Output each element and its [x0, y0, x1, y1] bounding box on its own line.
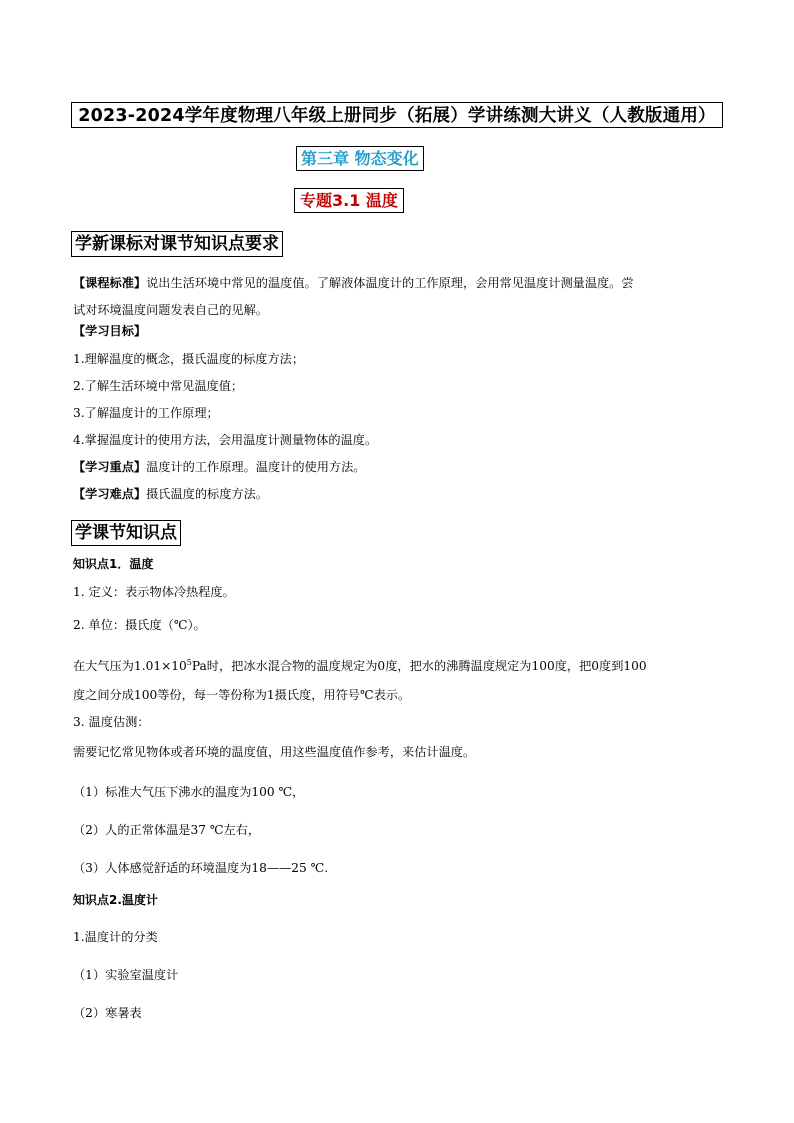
kp1-paragraph-line-1: [73, 655, 647, 674]
learning-difficulty-text: 摄氏温度的标度方法。: [146, 487, 268, 501]
kp2-item: （2）寒暑表: [73, 1006, 142, 1020]
kp1-para-text-b: Pa时，把冰水混合物的温度规定为0度，把水的沸腾温度规定为100度，把0度到100: [191, 659, 647, 674]
topic-title: 专题3.1 温度: [294, 188, 404, 213]
kp1-para-superscript: 5: [186, 658, 192, 667]
section-heading-standards: 学新课标对课节知识点要求: [71, 231, 283, 257]
learning-goal-item: 4.掌握温度计的使用方法，会用温度计测量物体的温度。: [73, 433, 378, 447]
kp1-paragraph-line-2: 度之间分成100等份，每一等份称为1摄氏度，用符号℃表示。: [73, 688, 411, 702]
learning-goal-item: 1.理解温度的概念，摄氏温度的标度方法；: [73, 352, 305, 366]
learning-focus-text: 温度计的工作原理。温度计的使用方法。: [146, 460, 366, 474]
kp1-estimate-item: （2）人的正常体温是37 ℃左右，: [73, 823, 261, 837]
learning-focus-label: 【学习重点】: [73, 460, 147, 474]
knowledge-point-1-title: 知识点1．温度: [73, 557, 154, 571]
kp1-definition: 1. 定义：表示物体冷热程度。: [73, 585, 235, 599]
course-standard-text: 说出生活环境中常见的温度值。了解液体温度计的工作原理，会用常见温度计测量温度。尝: [146, 276, 634, 290]
learning-difficulty-label: 【学习难点】: [73, 487, 147, 501]
chapter-title: 第三章 物态变化: [296, 146, 424, 171]
learning-difficulty: [73, 486, 268, 502]
learning-goal-item: 2.了解生活环境中常见温度值；: [73, 379, 244, 393]
kp2-classification: 1.温度计的分类: [73, 930, 158, 944]
learning-goal-item: 3.了解温度计的工作原理；: [73, 406, 219, 420]
section-heading-knowledge: 学课节知识点: [71, 520, 181, 546]
knowledge-point-2-title: 知识点2.温度计: [73, 893, 158, 907]
learning-focus: [73, 459, 366, 475]
document-title: 2023-2024学年度物理八年级上册同步（拓展）学讲练测大讲义（人教版通用）: [71, 102, 723, 128]
kp1-estimate-heading: 3. 温度估测：: [73, 715, 150, 729]
kp1-estimate-text: 需要记忆常见物体或者环境的温度值，用这些温度值作参考，来估计温度。: [73, 745, 476, 759]
kp1-para-text-a: 在大气压为1.01×10: [73, 659, 187, 674]
kp1-unit: 2. 单位：摄氏度（℃）。: [73, 618, 206, 632]
learning-goals-label: 【学习目标】: [73, 324, 147, 338]
course-standard-label: 【课程标准】: [73, 276, 147, 290]
kp1-estimate-item: （1）标准大气压下沸水的温度为100 ℃，: [73, 785, 305, 799]
kp1-estimate-item: （3）人体感觉舒适的环境温度为18——25 ℃.: [73, 861, 329, 875]
course-standard-line-1: [73, 275, 634, 291]
course-standard-line-2: 试对环境温度问题发表自己的见解。: [73, 303, 268, 317]
kp2-item: （1）实验室温度计: [73, 968, 179, 982]
